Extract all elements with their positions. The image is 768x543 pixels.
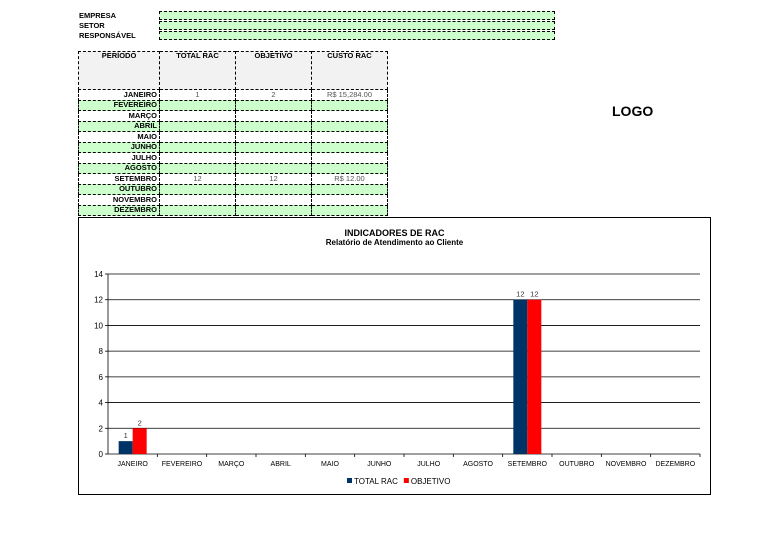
x-tick-label: OUTUBRO: [559, 461, 595, 468]
objetivo-cell[interactable]: [236, 142, 312, 153]
y-tick-label: 6: [98, 372, 103, 382]
col-header-objetivo: OBJETIVO: [236, 52, 312, 90]
table-row: [79, 153, 388, 164]
objetivo-cell[interactable]: [236, 111, 312, 122]
month-cell[interactable]: MARÇO: [79, 111, 160, 122]
y-tick-label: 10: [94, 321, 103, 331]
custo-rac-cell[interactable]: [312, 142, 388, 153]
objetivo-cell[interactable]: [236, 195, 312, 206]
y-tick-label: 12: [94, 295, 103, 305]
objetivo-cell[interactable]: [236, 100, 312, 111]
col-header-total-rac: TOTAL RAC: [160, 52, 236, 90]
logo: LOGO: [612, 103, 654, 119]
custo-rac-cell[interactable]: [312, 153, 388, 164]
responsavel-field[interactable]: [159, 31, 555, 40]
table-row: [79, 163, 388, 174]
total-rac-cell[interactable]: [160, 142, 236, 153]
chart-title: INDICADORES DE RAC: [344, 228, 445, 238]
objetivo-cell[interactable]: [236, 184, 312, 195]
objetivo-cell[interactable]: [236, 121, 312, 132]
table-row: [79, 121, 388, 132]
month-cell[interactable]: SETEMBRO: [79, 174, 160, 185]
x-tick-label: JANEIRO: [117, 461, 148, 468]
table-row: [79, 184, 388, 195]
chart-subtitle: Relatório de Atendimento ao Cliente: [325, 238, 464, 247]
setor-label: SETOR: [79, 21, 105, 30]
x-tick-label: DEZEMBRO: [655, 461, 696, 468]
custo-rac-cell[interactable]: [312, 111, 388, 122]
month-cell[interactable]: NOVEMBRO: [79, 195, 160, 206]
objetivo-cell[interactable]: [236, 205, 312, 216]
data-label: 12: [530, 289, 539, 299]
table-row: [79, 174, 388, 185]
legend-label: OBJETIVO: [410, 477, 451, 486]
total-rac-cell[interactable]: [160, 184, 236, 195]
responsavel-label: RESPONSÁVEL: [79, 31, 136, 40]
setor-field[interactable]: [159, 21, 555, 30]
custo-rac-cell[interactable]: [312, 195, 388, 206]
bar: [527, 300, 541, 454]
total-rac-cell[interactable]: [160, 163, 236, 174]
total-rac-cell[interactable]: [160, 121, 236, 132]
rac-table-body: [79, 90, 388, 216]
objetivo-cell[interactable]: [236, 163, 312, 174]
chart-container: [78, 217, 711, 495]
table-row: [79, 111, 388, 122]
x-tick-label: ABRIL: [270, 461, 291, 468]
objetivo-cell[interactable]: 12: [236, 174, 312, 185]
month-cell[interactable]: JUNHO: [79, 142, 160, 153]
bar-chart: [79, 218, 710, 494]
month-cell[interactable]: FEVEREIRO: [79, 100, 160, 111]
x-tick-label: SETEMBRO: [507, 461, 547, 468]
rac-table: [78, 51, 388, 216]
custo-rac-cell[interactable]: [312, 205, 388, 216]
total-rac-cell[interactable]: [160, 100, 236, 111]
bar: [119, 441, 133, 454]
custo-rac-cell[interactable]: R$ 15,284.00: [312, 90, 388, 101]
table-row: [79, 195, 388, 206]
total-rac-cell[interactable]: 1: [160, 90, 236, 101]
y-tick-label: 14: [94, 270, 103, 279]
x-tick-label: AGOSTO: [463, 461, 493, 468]
month-cell[interactable]: JULHO: [79, 153, 160, 164]
table-row: [79, 100, 388, 111]
y-tick-label: 4: [98, 398, 103, 408]
x-tick-label: JULHO: [417, 461, 441, 468]
data-label: 12: [516, 289, 525, 299]
custo-rac-cell[interactable]: R$ 12.00: [312, 174, 388, 185]
custo-rac-cell[interactable]: [312, 121, 388, 132]
month-cell[interactable]: OUTUBRO: [79, 184, 160, 195]
custo-rac-cell[interactable]: [312, 132, 388, 143]
custo-rac-cell[interactable]: [312, 184, 388, 195]
total-rac-cell[interactable]: [160, 205, 236, 216]
total-rac-cell[interactable]: [160, 111, 236, 122]
objetivo-cell[interactable]: [236, 153, 312, 164]
legend-swatch: [347, 478, 352, 483]
month-cell[interactable]: DEZEMBRO: [79, 205, 160, 216]
table-row: [79, 142, 388, 153]
x-tick-label: JUNHO: [367, 461, 392, 468]
x-tick-label: MARÇO: [218, 461, 245, 468]
bar: [133, 428, 147, 454]
table-row: [79, 205, 388, 216]
data-label: 1: [123, 431, 128, 441]
bar: [513, 300, 527, 454]
table-row: [79, 90, 388, 101]
month-cell[interactable]: ABRIL: [79, 121, 160, 132]
data-label: 2: [137, 418, 142, 428]
month-cell[interactable]: MAIO: [79, 132, 160, 143]
empresa-label: EMPRESA: [79, 11, 117, 20]
col-header-custo-rac: CUSTO RAC: [312, 52, 388, 90]
x-tick-label: MAIO: [321, 461, 339, 468]
month-cell[interactable]: JANEIRO: [79, 90, 160, 101]
y-tick-label: 8: [98, 347, 103, 357]
custo-rac-cell[interactable]: [312, 100, 388, 111]
objetivo-cell[interactable]: 2: [236, 90, 312, 101]
col-header-periodo: PERÍODO: [79, 52, 160, 90]
legend-swatch: [404, 478, 409, 483]
x-tick-label: FEVEREIRO: [161, 461, 203, 468]
y-tick-label: 2: [98, 424, 103, 434]
legend-label: TOTAL RAC: [354, 477, 398, 486]
total-rac-cell[interactable]: [160, 195, 236, 206]
total-rac-cell[interactable]: [160, 153, 236, 164]
month-cell[interactable]: AGOSTO: [79, 163, 160, 174]
total-rac-cell[interactable]: 12: [160, 174, 236, 185]
objetivo-cell[interactable]: [236, 132, 312, 143]
empresa-field[interactable]: [159, 11, 555, 20]
y-tick-label: 0: [98, 450, 103, 459]
total-rac-cell[interactable]: [160, 132, 236, 143]
table-row: [79, 132, 388, 143]
x-tick-label: NOVEMBRO: [605, 461, 647, 468]
custo-rac-cell[interactable]: [312, 163, 388, 174]
